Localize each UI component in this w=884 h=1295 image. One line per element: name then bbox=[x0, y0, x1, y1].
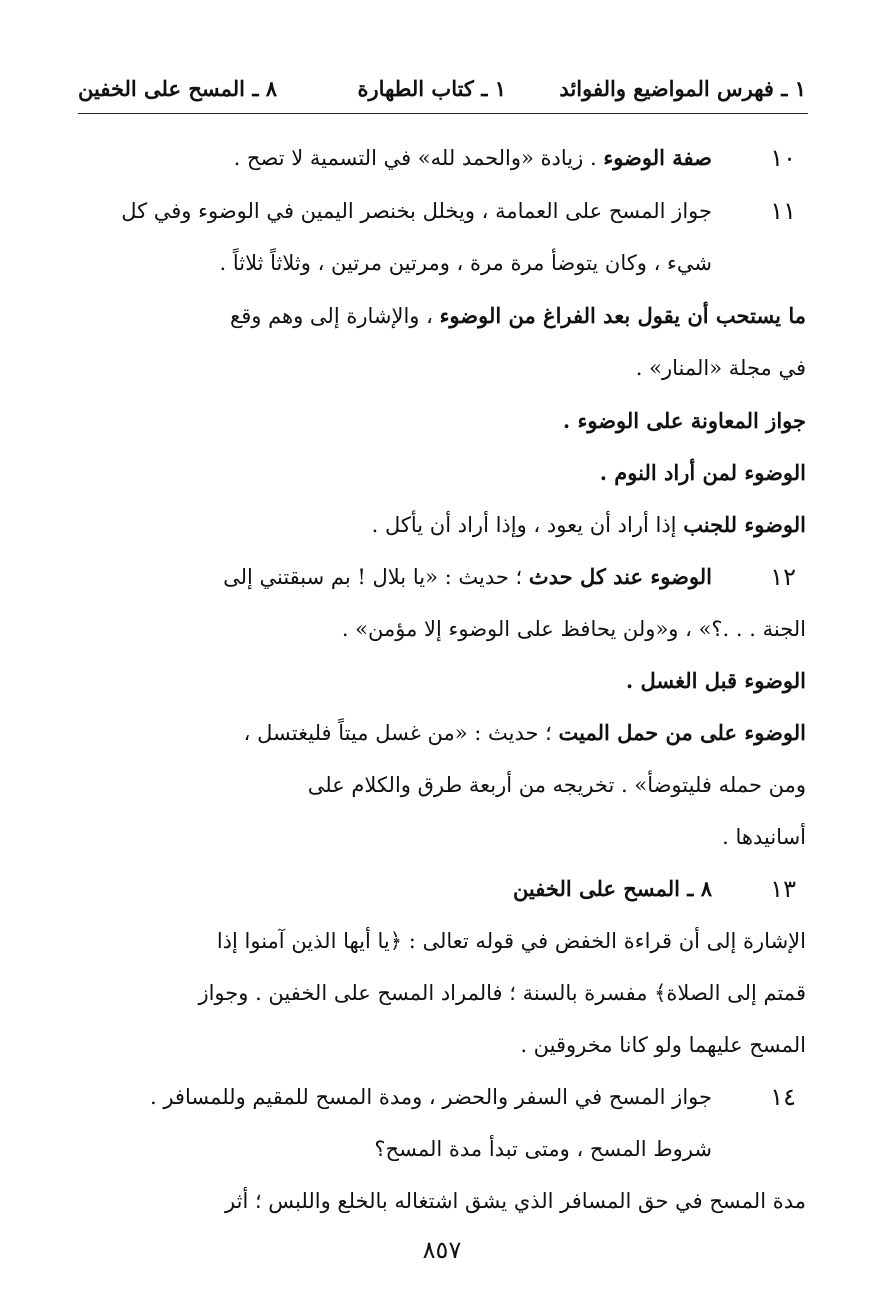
topic-text: الإشارة إلى أن قراءة الخفض في قوله تعالى : ﴿يا أيها الذين آمنوا إذا bbox=[216, 929, 806, 953]
topic-bold: ٨ ـ المسح على الخفين bbox=[512, 876, 712, 901]
index-line bbox=[244, 717, 806, 749]
topic-text: ومن حمله فليتوضأ» . تخريجه من أربعة طرق والكلام على bbox=[307, 773, 806, 797]
page-ref-number: ١٣ bbox=[770, 875, 796, 903]
index-line bbox=[219, 247, 712, 279]
topic-bold: الوضوء على من حمل الميت bbox=[558, 720, 806, 745]
header-book-title: ١ ـ كتاب الطهارة bbox=[357, 76, 506, 101]
topic-bold: الوضوء للجنب bbox=[683, 512, 806, 537]
running-header bbox=[78, 70, 806, 110]
header-chapter-title: ٨ ـ المسح على الخفين bbox=[78, 76, 278, 101]
index-line bbox=[520, 1029, 806, 1061]
topic-text: في مجلة «المنار» . bbox=[635, 356, 806, 380]
page-number: ٨٥٧ bbox=[422, 1236, 462, 1264]
page-ref-number: ١٢ bbox=[770, 563, 796, 591]
topic-bold: الوضوء قبل الغسل . bbox=[625, 668, 806, 693]
header-index-title: ١ ـ فهرس المواضيع والفوائد bbox=[559, 76, 806, 101]
index-line bbox=[600, 457, 806, 489]
index-line bbox=[626, 665, 806, 697]
index-line bbox=[234, 142, 712, 174]
topic-text: ، والإشارة إلى وهم وقع bbox=[230, 304, 440, 328]
index-line bbox=[374, 1133, 712, 1165]
topic-text: الجنة . . .؟» ، و«ولن يحافظ على الوضوء إلا مؤمن» . bbox=[341, 617, 806, 641]
index-line bbox=[217, 925, 806, 957]
section-heading bbox=[513, 873, 712, 905]
topic-text: أسانيدها . bbox=[722, 825, 806, 849]
header-rule bbox=[78, 113, 808, 114]
topic-text: شروط المسح ، ومتى تبدأ مدة المسح؟ bbox=[374, 1137, 712, 1161]
page-ref-number: ١٤ bbox=[770, 1083, 796, 1111]
topic-bold: ما يستحب أن يقول بعد الفراغ من الوضوء bbox=[439, 303, 806, 328]
index-line bbox=[150, 1081, 712, 1113]
topic-text: جواز المسح في السفر والحضر ، ومدة المسح للمقيم وللمسافر . bbox=[149, 1085, 712, 1109]
topic-text: شيء ، وكان يتوضأ مرة مرة ، ومرتين مرتين ، وثلاثاً ثلاثاً . bbox=[219, 251, 712, 275]
index-line bbox=[722, 821, 806, 853]
page-ref-number: ١٠ bbox=[770, 144, 796, 172]
topic-text: مدة المسح في حق المسافر الذي يشق اشتغاله بالخلع واللبس ؛ أثر bbox=[225, 1189, 806, 1213]
topic-text: ؛ حديث : «يا بلال ! بم سبقتني إلى bbox=[223, 565, 529, 589]
topic-text: قمتم إلى الصلاة﴾ مفسرة بالسنة ؛ فالمراد المسح على الخفين . وجواز bbox=[198, 981, 806, 1005]
index-line bbox=[372, 509, 806, 541]
topic-bold: صفة الوضوء bbox=[603, 145, 712, 170]
index-line bbox=[342, 613, 806, 645]
topic-text: المسح عليهما ولو كانا مخروقين . bbox=[520, 1033, 806, 1057]
index-line bbox=[308, 769, 806, 801]
page-ref-number: ١١ bbox=[770, 197, 796, 225]
index-line bbox=[78, 195, 712, 227]
index-line bbox=[230, 300, 806, 332]
topic-bold: جواز المعاونة على الوضوء . bbox=[562, 408, 806, 433]
index-line bbox=[636, 352, 806, 384]
topic-text: جواز المسح على العمامة ، ويخلل بخنصر اليمين في الوضوء وفي كل bbox=[121, 199, 712, 223]
topic-bold: الوضوء لمن أراد النوم . bbox=[599, 460, 806, 485]
topic-text: ؛ حديث : «من غسل ميتاً فليغتسل ، bbox=[243, 721, 559, 745]
index-line bbox=[563, 405, 806, 437]
index-line bbox=[198, 977, 806, 1009]
topic-text: . زيادة «والحمد لله» في التسمية لا تصح . bbox=[233, 146, 604, 170]
topic-bold: الوضوء عند كل حدث bbox=[528, 564, 712, 589]
topic-text: إذا أراد أن يعود ، وإذا أراد أن يأكل . bbox=[371, 513, 684, 537]
index-line bbox=[223, 561, 712, 593]
index-line bbox=[225, 1185, 806, 1217]
